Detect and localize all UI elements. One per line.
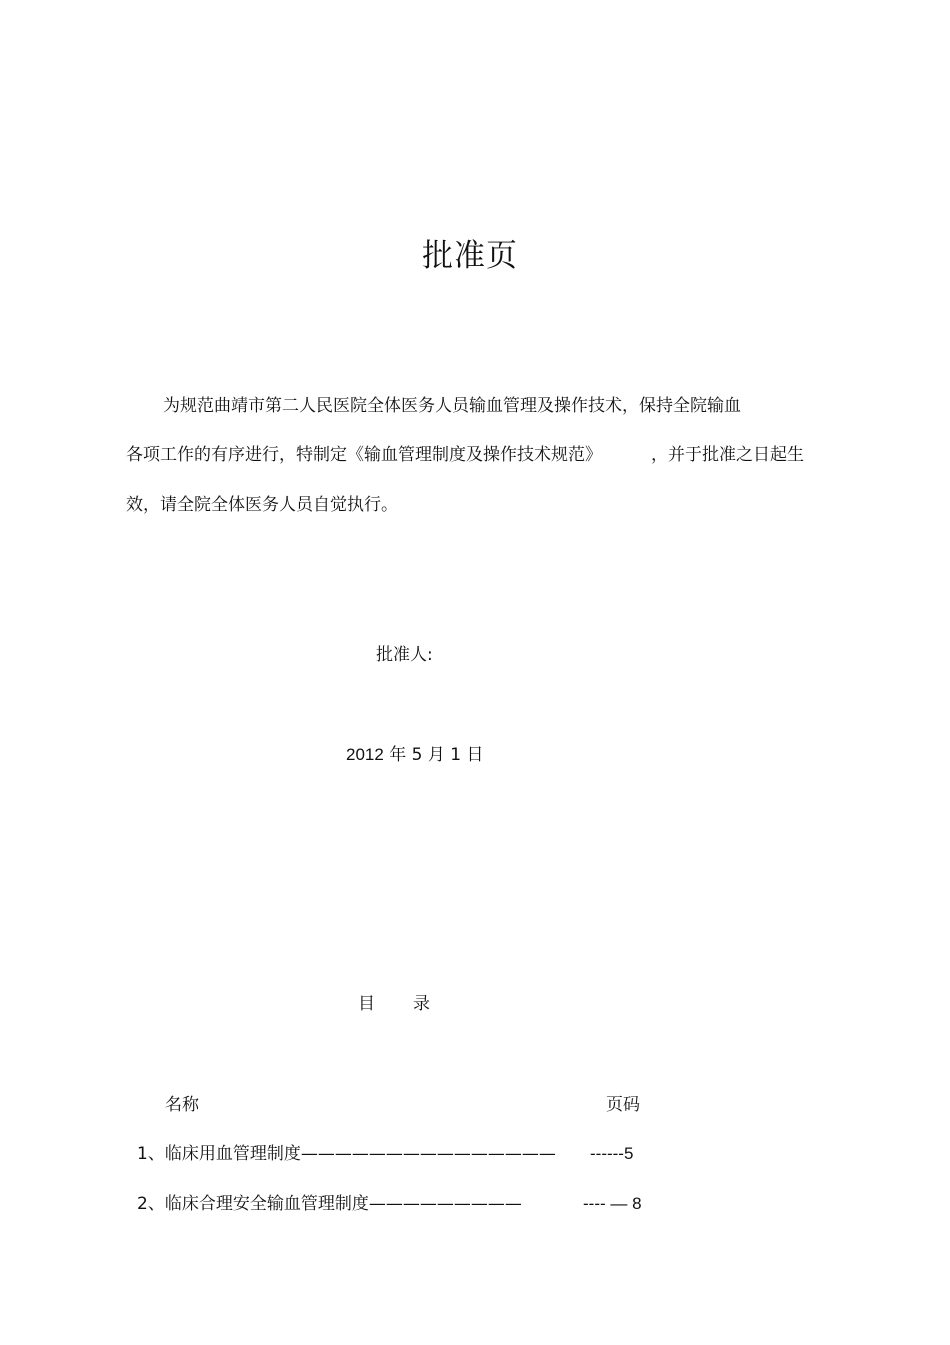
toc-item-1-label: 1、临床用血管理制度——————————————— bbox=[137, 1144, 556, 1164]
approval-date bbox=[346, 743, 483, 767]
toc-header-name: 名称 bbox=[165, 1095, 199, 1115]
toc-title-left: 目 bbox=[358, 994, 375, 1014]
approver-label: 批准人: bbox=[376, 645, 433, 665]
toc-title bbox=[358, 992, 430, 1016]
approval-paragraph-line-2-tail: ，并于批准之日起生 bbox=[651, 445, 804, 465]
approval-paragraph-line-3: 效，请全院全体医务人员自觉执行。 bbox=[126, 495, 398, 515]
approval-date-rest: 年 5 月 1 日 bbox=[389, 745, 484, 765]
toc-header-page: 页码 bbox=[606, 1095, 640, 1115]
toc-item-2-page: ---- — 8 bbox=[583, 1194, 642, 1213]
toc-item-2-label: 2、临床合理安全输血管理制度————————— bbox=[137, 1194, 522, 1214]
page-title: 批准页 bbox=[422, 238, 518, 274]
approval-date-year: 2012 bbox=[346, 745, 384, 764]
toc-title-right: 录 bbox=[413, 994, 430, 1014]
toc-item-1-page: ------5 bbox=[590, 1144, 634, 1163]
approval-paragraph-line-2: 各项工作的有序进行，特制定《输血管理制度及操作技术规范》 bbox=[126, 445, 602, 465]
approval-paragraph-line-1: 为规范曲靖市第二人民医院全体医务人员输血管理及操作技术，保持全院输血 bbox=[163, 396, 741, 416]
